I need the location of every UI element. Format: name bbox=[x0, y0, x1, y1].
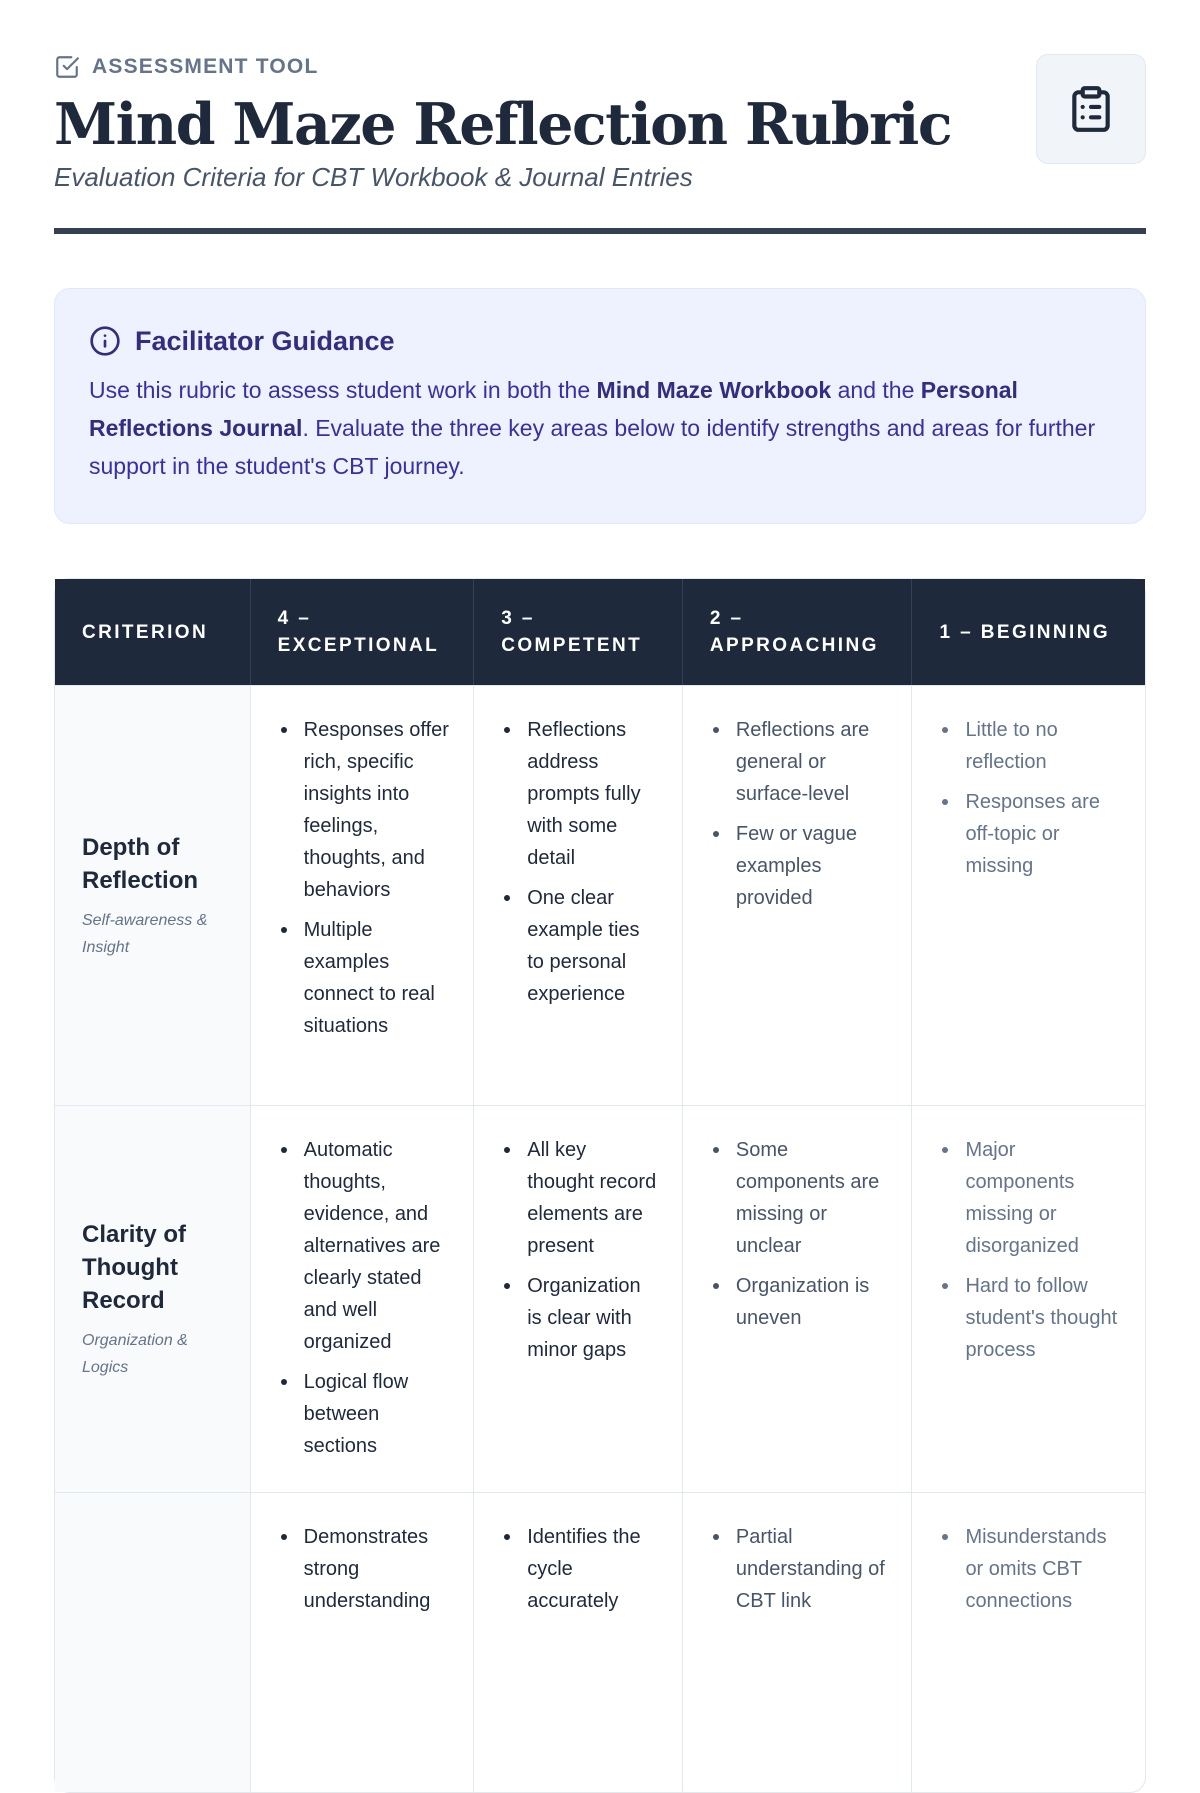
list-item: Responses are off-topic or missing bbox=[940, 786, 1121, 882]
table-header-row bbox=[55, 579, 1145, 685]
list-item: Multiple examples connect to real situations bbox=[279, 914, 450, 1042]
level-2-cell bbox=[683, 686, 913, 1105]
page-subtitle: Evaluation Criteria for CBT Workbook & Journal Entries bbox=[54, 162, 693, 192]
criterion-cell bbox=[55, 1493, 251, 1792]
list-item: All key thought record elements are present bbox=[502, 1134, 658, 1262]
page-header bbox=[54, 0, 1146, 234]
list-item: Automatic thoughts, evidence, and alternatives are clearly stated and well organized bbox=[279, 1134, 450, 1358]
criterion-subtitle: Organization & Logics bbox=[82, 1331, 188, 1376]
list-item: Some components are missing or unclear bbox=[711, 1134, 888, 1262]
page-title: Mind Maze Reflection Rubric bbox=[54, 91, 952, 158]
level-3-cell bbox=[474, 686, 683, 1105]
guidance-title: Facilitator Guidance bbox=[135, 325, 395, 356]
clipboard-list-icon bbox=[1066, 84, 1116, 134]
criterion-name: Depth of Reflection bbox=[82, 833, 199, 894]
list-item: Partial understanding of CBT link bbox=[711, 1521, 888, 1617]
level-1-cell bbox=[912, 1493, 1145, 1792]
list-item: Reflections address prompts fully with some detail bbox=[502, 714, 658, 874]
checkbox-icon bbox=[54, 54, 80, 80]
eyebrow bbox=[54, 52, 1146, 82]
journal-name: Personal Reflections Journal bbox=[89, 377, 1018, 441]
criterion-cell bbox=[55, 686, 251, 1105]
level-2-cell bbox=[683, 1106, 913, 1492]
level-1-cell bbox=[912, 686, 1145, 1105]
list-item: Logical flow between sections bbox=[279, 1366, 450, 1462]
level-1-cell bbox=[912, 1106, 1145, 1492]
criterion-name: Clarity of Thought Record bbox=[82, 1220, 187, 1314]
column-header-criterion: CRITERION bbox=[55, 579, 251, 685]
list-item: Reflections are general or surface-level bbox=[711, 714, 888, 810]
info-icon bbox=[89, 325, 121, 357]
list-item: Organization is clear with minor gaps bbox=[502, 1270, 658, 1366]
list-item: Little to no reflection bbox=[940, 714, 1121, 778]
guidance-header bbox=[89, 325, 1111, 357]
table-row bbox=[55, 685, 1145, 1105]
level-4-cell bbox=[251, 686, 475, 1105]
column-header-beginning: 1 – BEGINNING bbox=[939, 621, 1111, 643]
criterion-subtitle: Self-awareness & Insight bbox=[82, 911, 208, 956]
table-row bbox=[55, 1105, 1145, 1492]
column-header-exceptional: 4 – EXCEPTIONAL bbox=[251, 579, 475, 685]
list-item: Misunderstands or omits CBT connections bbox=[940, 1521, 1121, 1617]
rubric-table bbox=[54, 578, 1146, 1793]
column-header-approaching: 2 – APPROACHING bbox=[683, 579, 913, 685]
facilitator-guidance bbox=[54, 288, 1146, 524]
level-3-cell bbox=[474, 1493, 683, 1792]
list-item: Organization is uneven bbox=[711, 1270, 888, 1334]
guidance-text: Use this rubric to assess student work in both the Mind Maze Workbook and the Personal Reflections Journal. Evaluate the three key areas below to identify strengths and areas for further support in the student's CBT journey. bbox=[89, 377, 1096, 479]
column-header-competent: 3 – COMPETENT bbox=[474, 579, 683, 685]
level-4-cell bbox=[251, 1106, 475, 1492]
list-item: Demonstrates strong understanding bbox=[279, 1521, 450, 1617]
eyebrow-label: ASSESSMENT TOOL bbox=[92, 55, 319, 78]
level-3-cell bbox=[474, 1106, 683, 1492]
list-item: Responses offer rich, specific insights into feelings, thoughts, and behaviors bbox=[279, 714, 450, 906]
criterion-cell bbox=[55, 1106, 251, 1492]
list-item: Hard to follow student's thought process bbox=[940, 1270, 1121, 1366]
list-item: One clear example ties to personal experience bbox=[502, 882, 658, 1010]
clipboard-button[interactable] bbox=[1036, 54, 1146, 164]
level-4-cell bbox=[251, 1493, 475, 1792]
list-item: Identifies the cycle accurately bbox=[502, 1521, 658, 1617]
list-item: Major components missing or disorganized bbox=[940, 1134, 1121, 1262]
workbook-name: Mind Maze Workbook bbox=[596, 377, 832, 403]
level-2-cell bbox=[683, 1493, 913, 1792]
list-item: Few or vague examples provided bbox=[711, 818, 888, 914]
table-row bbox=[55, 1492, 1145, 1792]
